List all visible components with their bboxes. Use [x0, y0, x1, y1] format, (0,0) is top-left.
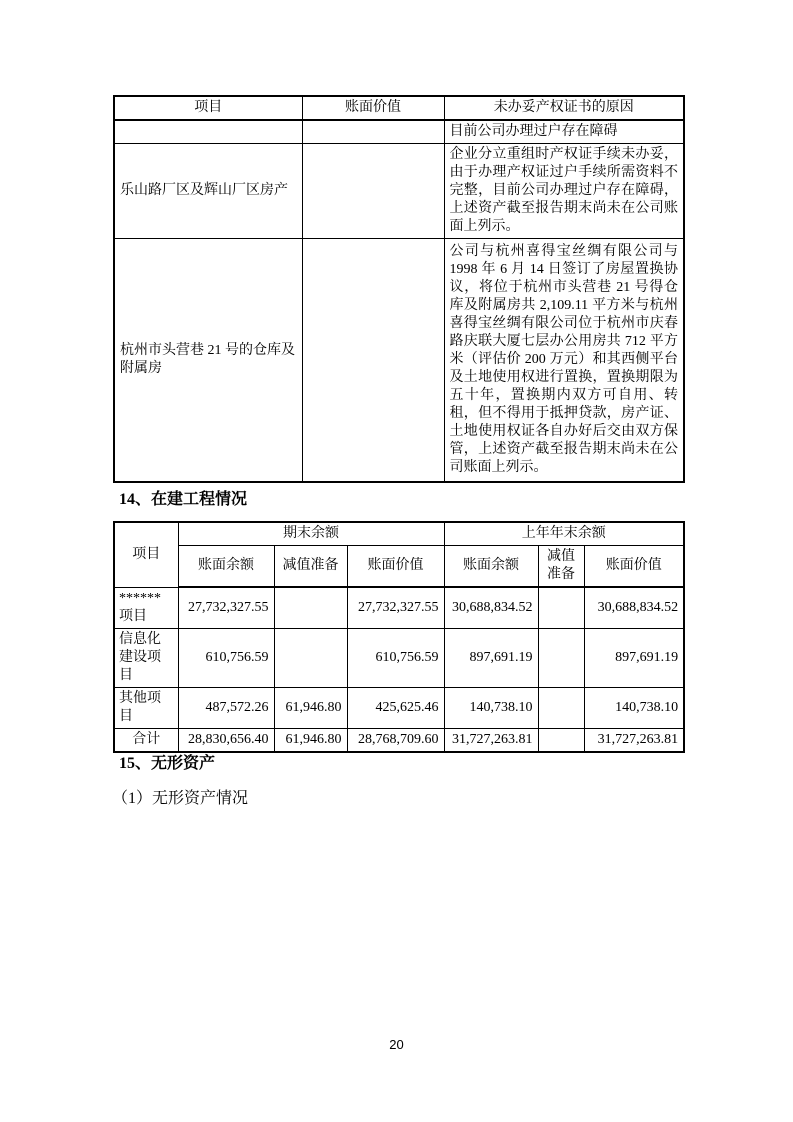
cell-item: [114, 120, 302, 144]
cell-item: 信息化建设项目: [114, 628, 178, 687]
cell-book-value-prior: 31,727,263.81: [584, 728, 684, 752]
section-14-heading: 14、在建工程情况: [119, 491, 248, 508]
cell-book-balance-current: 28,830,656.40: [178, 728, 274, 752]
cell-book-value-current: 27,732,327.55: [347, 587, 444, 628]
cell-book-balance-prior: 897,691.19: [444, 628, 538, 687]
cell-reason: 企业分立重组时产权证手续未办妥，由于办理产权证过户手续所需资料不完整，目前公司办理过户存在障碍，上述资产截至报告期末尚未在公司账面上列示。: [444, 144, 684, 239]
page-number: 20: [389, 1037, 404, 1052]
cell-book-value-prior: 140,738.10: [584, 687, 684, 728]
cell-impairment-current: [274, 587, 347, 628]
cell-book-balance-prior: 140,738.10: [444, 687, 538, 728]
cell-book-balance-current: 487,572.26: [178, 687, 274, 728]
table-total-row: [114, 728, 684, 752]
col-header-impairment-prior: 减值准备: [538, 546, 584, 588]
col-header-book-value: 账面价值: [302, 96, 444, 120]
cell-book-value-current: 425,625.46: [347, 687, 444, 728]
col-header-book-balance-prior: 账面余额: [444, 546, 538, 588]
cell-book-value-prior: 897,691.19: [584, 628, 684, 687]
table-row: [114, 587, 684, 628]
property-certificate-table: [113, 95, 685, 483]
cell-book-balance-prior: 31,727,263.81: [444, 728, 538, 752]
col-header-item: 项目: [114, 522, 178, 587]
table-row: [114, 144, 684, 239]
section-15-heading: 15、无形资产: [119, 755, 216, 772]
cell-item: 其他项目: [114, 687, 178, 728]
cell-item: ******项目: [114, 587, 178, 628]
cell-book-value: [302, 120, 444, 144]
col-header-book-value-current: 账面价值: [347, 546, 444, 588]
cell-total-label: 合计: [114, 728, 178, 752]
cell-book-balance-prior: 30,688,834.52: [444, 587, 538, 628]
col-header-book-balance-current: 账面余额: [178, 546, 274, 588]
cell-impairment-prior: [538, 728, 584, 752]
col-header-reason: 未办妥产权证书的原因: [444, 96, 684, 120]
col-header-impairment-current: 减值准备: [274, 546, 347, 588]
cell-book-value: [302, 239, 444, 482]
group-header-period-end-balance: 期末余额: [178, 522, 444, 546]
section-15-subheading: （1）无形资产情况: [112, 790, 249, 807]
cell-book-value-prior: 30,688,834.52: [584, 587, 684, 628]
col-header-book-value-prior: 账面价值: [584, 546, 684, 588]
cell-book-value-current: 28,768,709.60: [347, 728, 444, 752]
table-group-header-row: [114, 522, 684, 546]
table-header-row: [114, 96, 684, 120]
cell-book-balance-current: 610,756.59: [178, 628, 274, 687]
table-row: [114, 239, 684, 482]
cell-impairment-prior: [538, 628, 584, 687]
cell-impairment-prior: [538, 687, 584, 728]
construction-in-progress-table: [113, 521, 685, 753]
table-subheader-row: [114, 546, 684, 588]
cell-item: 杭州市头营巷 21 号的仓库及附属房: [114, 239, 302, 482]
cell-reason: 公司与杭州喜得宝丝绸有限公司与 1998 年 6 月 14 日签订了房屋置换协议，将位于杭州市头营巷 21 号得仓库及附属房共 2,109.11 平方米与杭州喜得宝丝绸有限公司位于杭州市庆春路庆联大厦七层办公用房共 712 平方米（评估价 200 万元）和其西侧平台及土地使用权进行置换，置换期限为五十年，置换期内双方可自用、转租，但不得用于抵押贷款，房产证、土地使用权证各自办好后交由双方保管，上述资产截至报告期末尚未在公司账面上列示。: [444, 239, 684, 482]
cell-reason: 目前公司办理过户存在障碍: [444, 120, 684, 144]
table-row: [114, 628, 684, 687]
cell-impairment-current: [274, 628, 347, 687]
cell-impairment-prior: [538, 587, 584, 628]
cell-book-value: [302, 144, 444, 239]
table-row: [114, 120, 684, 144]
cell-book-value-current: 610,756.59: [347, 628, 444, 687]
cell-item: 乐山路厂区及辉山厂区房产: [114, 144, 302, 239]
table-row: [114, 687, 684, 728]
col-header-item: 项目: [114, 96, 302, 120]
group-header-prior-year-end-balance: 上年年末余额: [444, 522, 684, 546]
cell-book-balance-current: 27,732,327.55: [178, 587, 274, 628]
cell-impairment-current: 61,946.80: [274, 728, 347, 752]
cell-impairment-current: 61,946.80: [274, 687, 347, 728]
